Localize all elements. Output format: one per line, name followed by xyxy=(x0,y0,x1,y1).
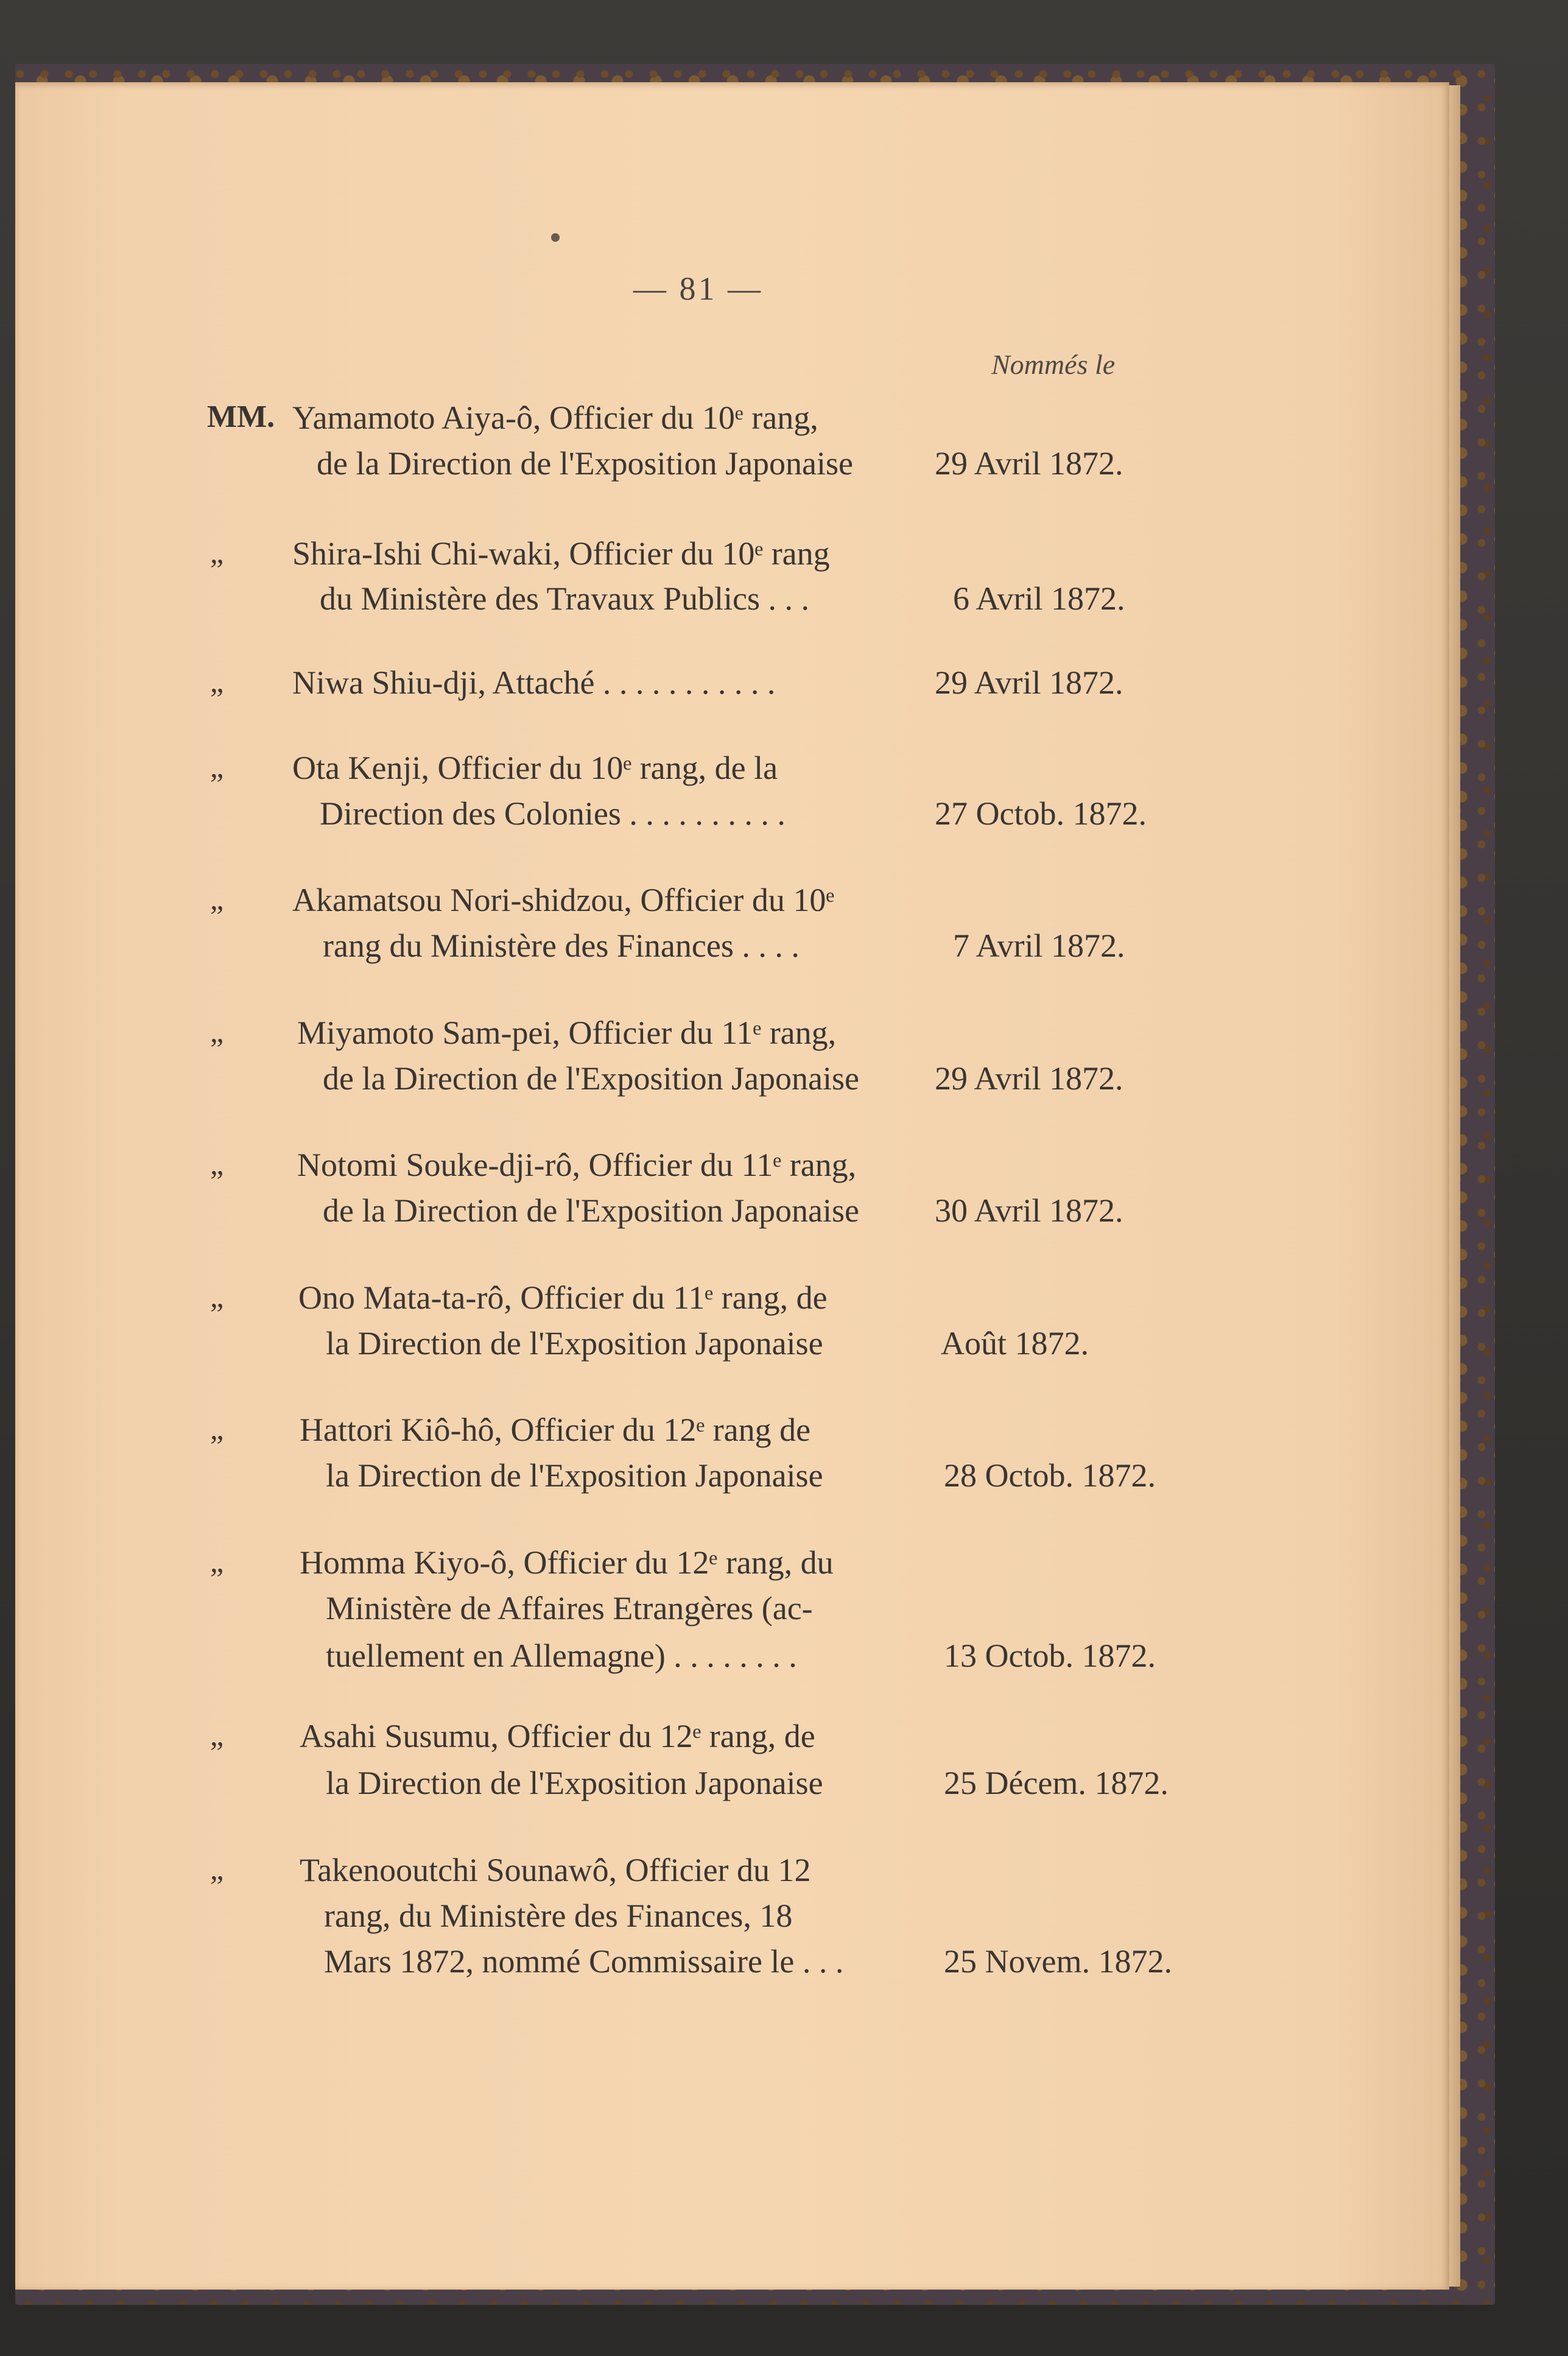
entry-text-line: Takenooutchi Sounawô, Officier du 12 xyxy=(300,1852,811,1888)
entry-date: 29 Avril 1872. xyxy=(935,445,1123,482)
entry-marker: „ xyxy=(210,1014,224,1049)
column-heading: Nommés le xyxy=(991,349,1116,380)
entry-date: 25 Décem. 1872. xyxy=(944,1765,1169,1801)
entry-date: 29 Avril 1872. xyxy=(935,1060,1123,1097)
entry-text-line: la Direction de l'Exposition Japonaise xyxy=(326,1325,823,1362)
entry-marker: „ xyxy=(210,1718,224,1752)
entry-text-line: de la Direction de l'Exposition Japonaise xyxy=(317,445,854,482)
entry-marker: MM. xyxy=(207,399,275,434)
entry-date: 7 Avril 1872. xyxy=(953,927,1125,964)
entry-text-line: Notomi Souke-dji-rô, Officier du 11ᵉ rang, xyxy=(297,1147,857,1183)
entry-text-line: Hattori Kiô-hô, Officier du 12ᵉ rang de xyxy=(300,1412,811,1448)
ink-spot xyxy=(551,233,560,242)
entry-marker: „ xyxy=(210,1852,224,1886)
entry-text-line: la Direction de l'Exposition Japonaise xyxy=(326,1765,823,1801)
entry-date: 13 Octob. 1872. xyxy=(944,1637,1156,1674)
entry-text-line: de la Direction de l'Exposition Japonaise xyxy=(323,1060,860,1097)
entry-marker: „ xyxy=(210,1147,224,1181)
page-number: — 81 — xyxy=(633,270,763,307)
entry-text-line: Asahi Susumu, Officier du 12ᵉ rang, de xyxy=(300,1718,815,1754)
entry-date: Août 1872. xyxy=(941,1325,1089,1362)
entry-marker: „ xyxy=(210,1279,224,1313)
entry-text-line: Miyamoto Sam-pei, Officier du 11ᵉ rang, xyxy=(297,1014,837,1051)
entry-text-line: de la Direction de l'Exposition Japonaise xyxy=(323,1192,860,1229)
entry-date: 27 Octob. 1872. xyxy=(935,795,1147,832)
entry-text-line: du Ministère des Travaux Publics . . . xyxy=(320,580,809,617)
entry-text-line: Shira-Ishi Chi-waki, Officier du 10ᵉ rang xyxy=(292,535,830,572)
entry-marker: „ xyxy=(210,750,224,784)
entry-date: 28 Octob. 1872. xyxy=(944,1457,1156,1494)
entry-text-line: rang, du Ministère des Finances, 18 xyxy=(324,1897,793,1934)
entry-marker: „ xyxy=(210,664,224,698)
entry-text-line: Ono Mata-ta-rô, Officier du 11ᵉ rang, de xyxy=(298,1279,828,1316)
entry-text-line: Akamatsou Nori-shidzou, Officier du 10ᵉ xyxy=(292,882,835,918)
entry-marker: „ xyxy=(210,535,224,569)
entry-text-line: rang du Ministère des Finances . . . . xyxy=(323,927,800,964)
entry-text-line: la Direction de l'Exposition Japonaise xyxy=(326,1457,823,1494)
page-edge xyxy=(1449,85,1460,2287)
entry-text-line: tuellement en Allemagne) . . . . . . . . xyxy=(326,1637,797,1674)
entry-text-line: Mars 1872, nommé Commissaire le . . . xyxy=(324,1943,844,1980)
entry-text-line: Yamamoto Aiya-ô, Officier du 10ᵉ rang, xyxy=(292,399,818,436)
entry-date: 6 Avril 1872. xyxy=(953,580,1125,617)
entry-text-line: Niwa Shiu-dji, Attaché . . . . . . . . . . . xyxy=(292,664,776,701)
entry-marker: „ xyxy=(210,1412,224,1446)
entry-date: 25 Novem. 1872. xyxy=(944,1943,1172,1980)
entry-text-line: Ministère de Affaires Etrangères (ac- xyxy=(326,1590,813,1626)
entry-date: 29 Avril 1872. xyxy=(935,664,1123,701)
entry-date: 30 Avril 1872. xyxy=(935,1192,1123,1229)
entry-marker: „ xyxy=(210,1544,224,1578)
entry-text-line: Direction des Colonies . . . . . . . . . . xyxy=(320,795,786,832)
entry-text-line: Homma Kiyo-ô, Officier du 12ᵉ rang, du xyxy=(300,1544,834,1581)
entry-text-line: Ota Kenji, Officier du 10ᵉ rang, de la xyxy=(292,750,778,786)
entry-marker: „ xyxy=(210,882,224,916)
